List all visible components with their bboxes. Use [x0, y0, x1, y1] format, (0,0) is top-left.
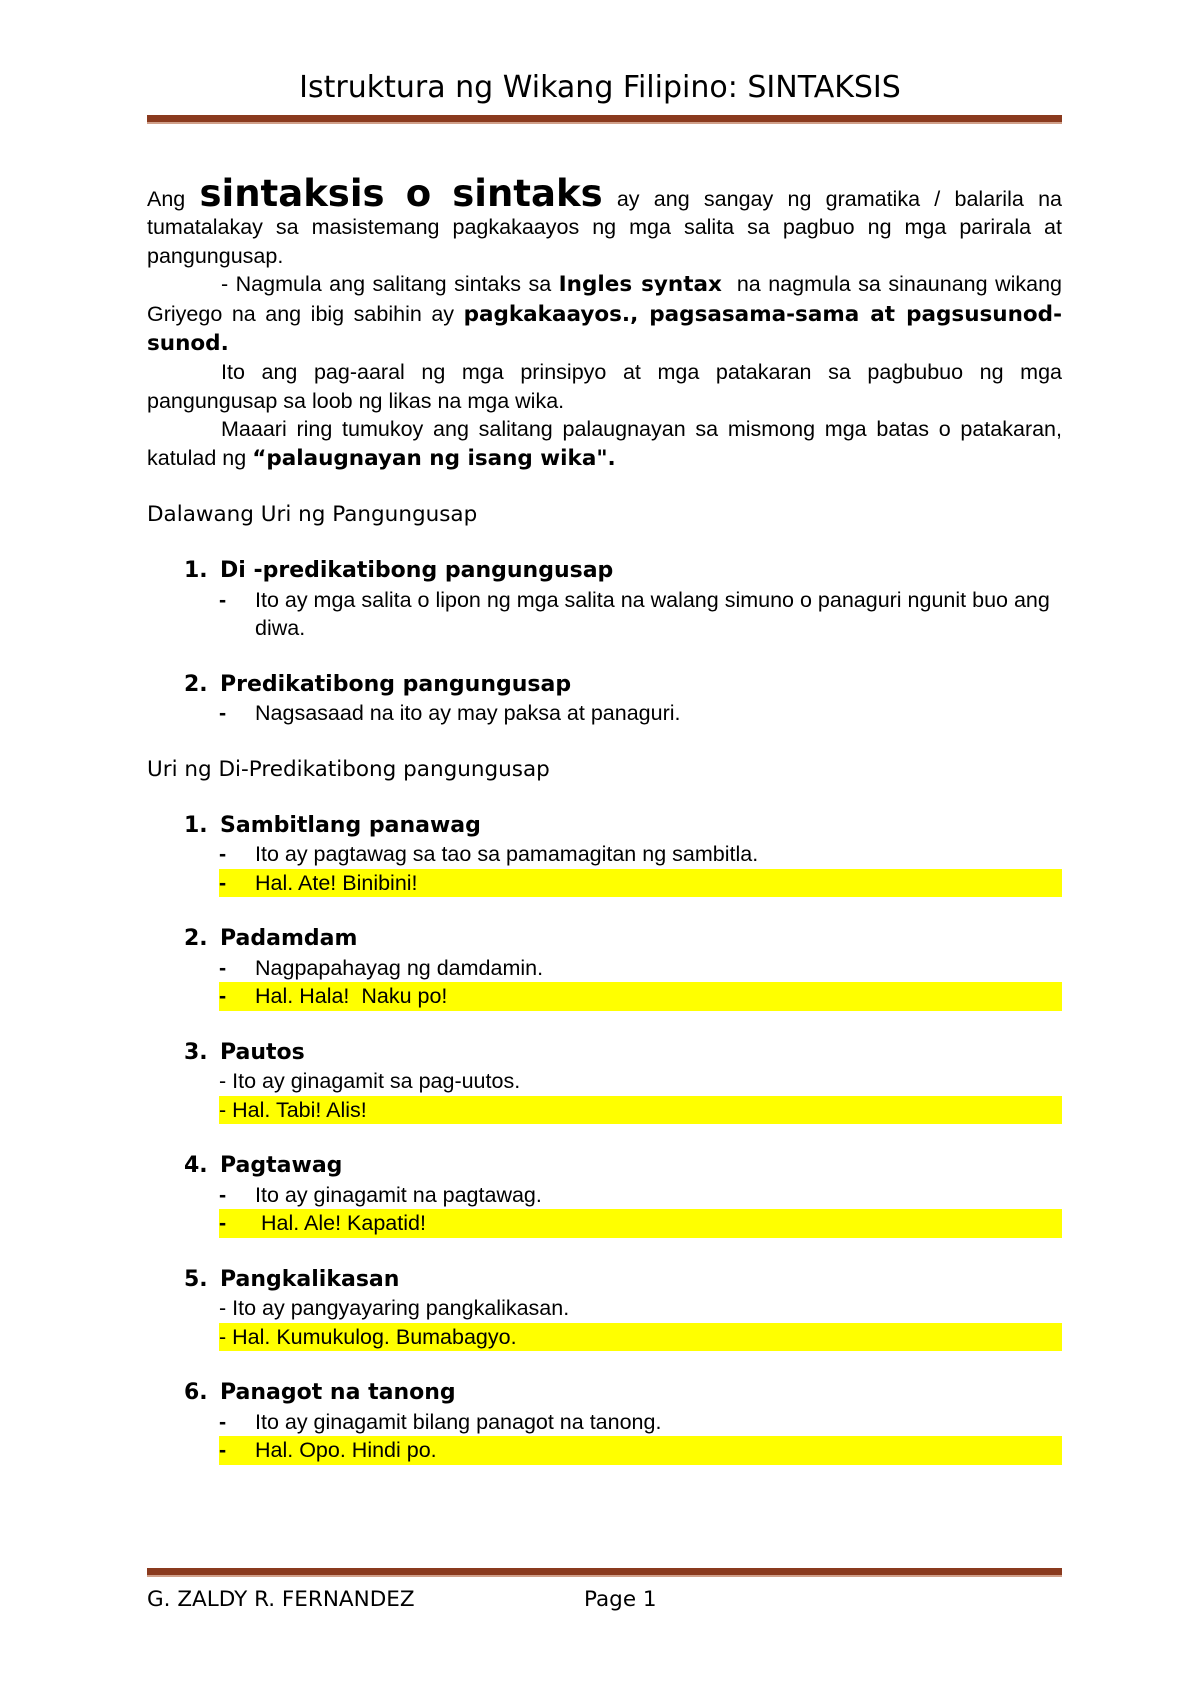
list-item-title	[147, 557, 1062, 586]
list-item-desc: - Ito ay mga salita o lipon ng mga salita na walang simuno o panaguri ngunit buo ang diwa.	[219, 587, 1050, 641]
bold-term: Ingles syntax	[558, 272, 722, 298]
desc-text: Ito ay pagtawag sa tao sa pamamagitan ng sambitla.	[255, 842, 759, 867]
item-number: 2.	[184, 671, 208, 697]
example-text: Hal. Opo. Hindi po.	[255, 1438, 437, 1463]
section-heading: Uri ng Di-Predikatibong pangungusap	[147, 756, 550, 782]
bold-term: “palaugnayan ng isang wika".	[252, 445, 616, 471]
item-number: 1.	[184, 558, 208, 584]
footer-author: G. ZALDY R. FERNANDEZ	[147, 1587, 415, 1612]
item-number: 3.	[184, 1039, 208, 1065]
desc-text: Ito ay ginagamit na pagtawag.	[255, 1182, 542, 1207]
highlighted-example: - Hal. Hala! Naku po!	[219, 982, 1062, 1011]
list-item-title	[147, 812, 1062, 841]
item-number: 5.	[184, 1266, 208, 1292]
item-number: 2.	[184, 926, 208, 952]
list-item-title	[147, 1152, 1062, 1181]
example-text: Hal. Hala! Naku po!	[255, 984, 448, 1009]
list-item-title	[147, 671, 1062, 700]
item-number: 6.	[184, 1380, 208, 1406]
intro-paragraph-2	[147, 270, 1068, 358]
key-term: sintaksis o sintaks	[199, 172, 603, 215]
intro-paragraph-4	[147, 415, 1062, 473]
item-number: 4.	[184, 1153, 208, 1179]
header-rule	[147, 115, 1062, 124]
item-title-text: Pangkalikasan	[220, 1266, 400, 1292]
list-item-desc: - Ito ay pagtawag sa tao sa pamamagitan ng sambitla.	[219, 842, 759, 867]
intro-text: ay ang sangay ng gramatika / balarila na tumatalakay sa masistemang pagkakaayos ng mga salita sa pagbuo ng mga parirala at pangungusap.	[147, 187, 1062, 268]
footer-rule	[147, 1568, 1062, 1577]
intro-text: Ang	[147, 187, 200, 211]
highlighted-example: - Hal. Opo. Hindi po.	[219, 1436, 1062, 1465]
desc-text: Nagsasaad na ito ay may paksa at panaguri.	[255, 701, 681, 726]
item-number: 1.	[184, 812, 208, 838]
list-item-desc: - Nagsasaad na ito ay may paksa at panaguri.	[219, 701, 681, 726]
list-item-desc: - Ito ay ginagamit bilang panagot na tanong.	[219, 1409, 662, 1434]
intro-text: Maaari ring tumukoy ang salitang palaugnayan sa mismong mga batas o patakaran, katulad ng	[147, 417, 1062, 470]
list-item-desc: - Ito ay pangyayaring pangkalikasan.	[219, 1296, 570, 1321]
list-item-title	[147, 1379, 1062, 1408]
item-title-text: Panagot na tanong	[220, 1380, 456, 1406]
example-text: Hal. Ate! Binibini!	[255, 870, 418, 895]
section-heading: Dalawang Uri ng Pangungusap	[147, 502, 478, 528]
list-item-desc: - Ito ay ginagamit sa pag-uutos.	[219, 1069, 521, 1094]
example-text: Hal. Ale! Kapatid!	[255, 1211, 426, 1236]
item-title-text: Padamdam	[220, 926, 358, 952]
intro-text: - Nagmula ang salitang sintaks sa	[221, 272, 559, 297]
intro-paragraph-3: Ito ang pag-aaral ng mga prinsipyo at mga patakaran sa pagbubuo ng mga pangungusap sa loob ng likas na mga wika.	[147, 360, 1062, 413]
list-item-title	[147, 925, 1062, 954]
list-item-title	[147, 1039, 1062, 1068]
desc-text: Ito ay ginagamit bilang panagot na tanong.	[255, 1409, 662, 1434]
highlighted-example: - Hal. Tabi! Alis!	[219, 1096, 1062, 1125]
item-title-text: Sambitlang panawag	[220, 812, 481, 838]
item-title-text: Predikatibong pangungusap	[220, 671, 572, 697]
list-item-desc: - Ito ay ginagamit na pagtawag.	[219, 1182, 542, 1207]
highlighted-example: - Hal. Kumukulog. Bumabagyo.	[219, 1323, 1062, 1352]
list-item-title	[147, 1266, 1062, 1295]
intro-paragraph-1	[147, 172, 1062, 270]
desc-text: Nagpapahayag ng damdamin.	[255, 955, 544, 980]
list-item-desc: - Nagpapahayag ng damdamin.	[219, 955, 544, 980]
item-title-text: Pautos	[220, 1039, 305, 1065]
item-title-text: Di -predikatibong pangungusap	[220, 558, 614, 584]
intro-text: na nagmula sa sinaunang wikang Griyego na ang ibig sabihin ay	[147, 272, 1068, 326]
document-body	[147, 172, 1068, 1465]
item-title-text: Pagtawag	[220, 1153, 343, 1179]
highlighted-example: - Hal. Ate! Binibini!	[219, 869, 1062, 898]
bold-term: pagkakaayos., pagsasama-sama at pagsusunod-sunod.	[147, 301, 1062, 357]
footer-page-number: Page 1	[584, 1587, 657, 1612]
page-title: Istruktura ng Wikang Filipino: SINTAKSIS	[299, 70, 901, 105]
desc-text: Ito ay mga salita o lipon ng mga salita na walang simuno o panaguri ngunit buo ang diwa.	[255, 587, 1050, 641]
highlighted-example: - Hal. Ale! Kapatid!	[219, 1209, 1062, 1238]
